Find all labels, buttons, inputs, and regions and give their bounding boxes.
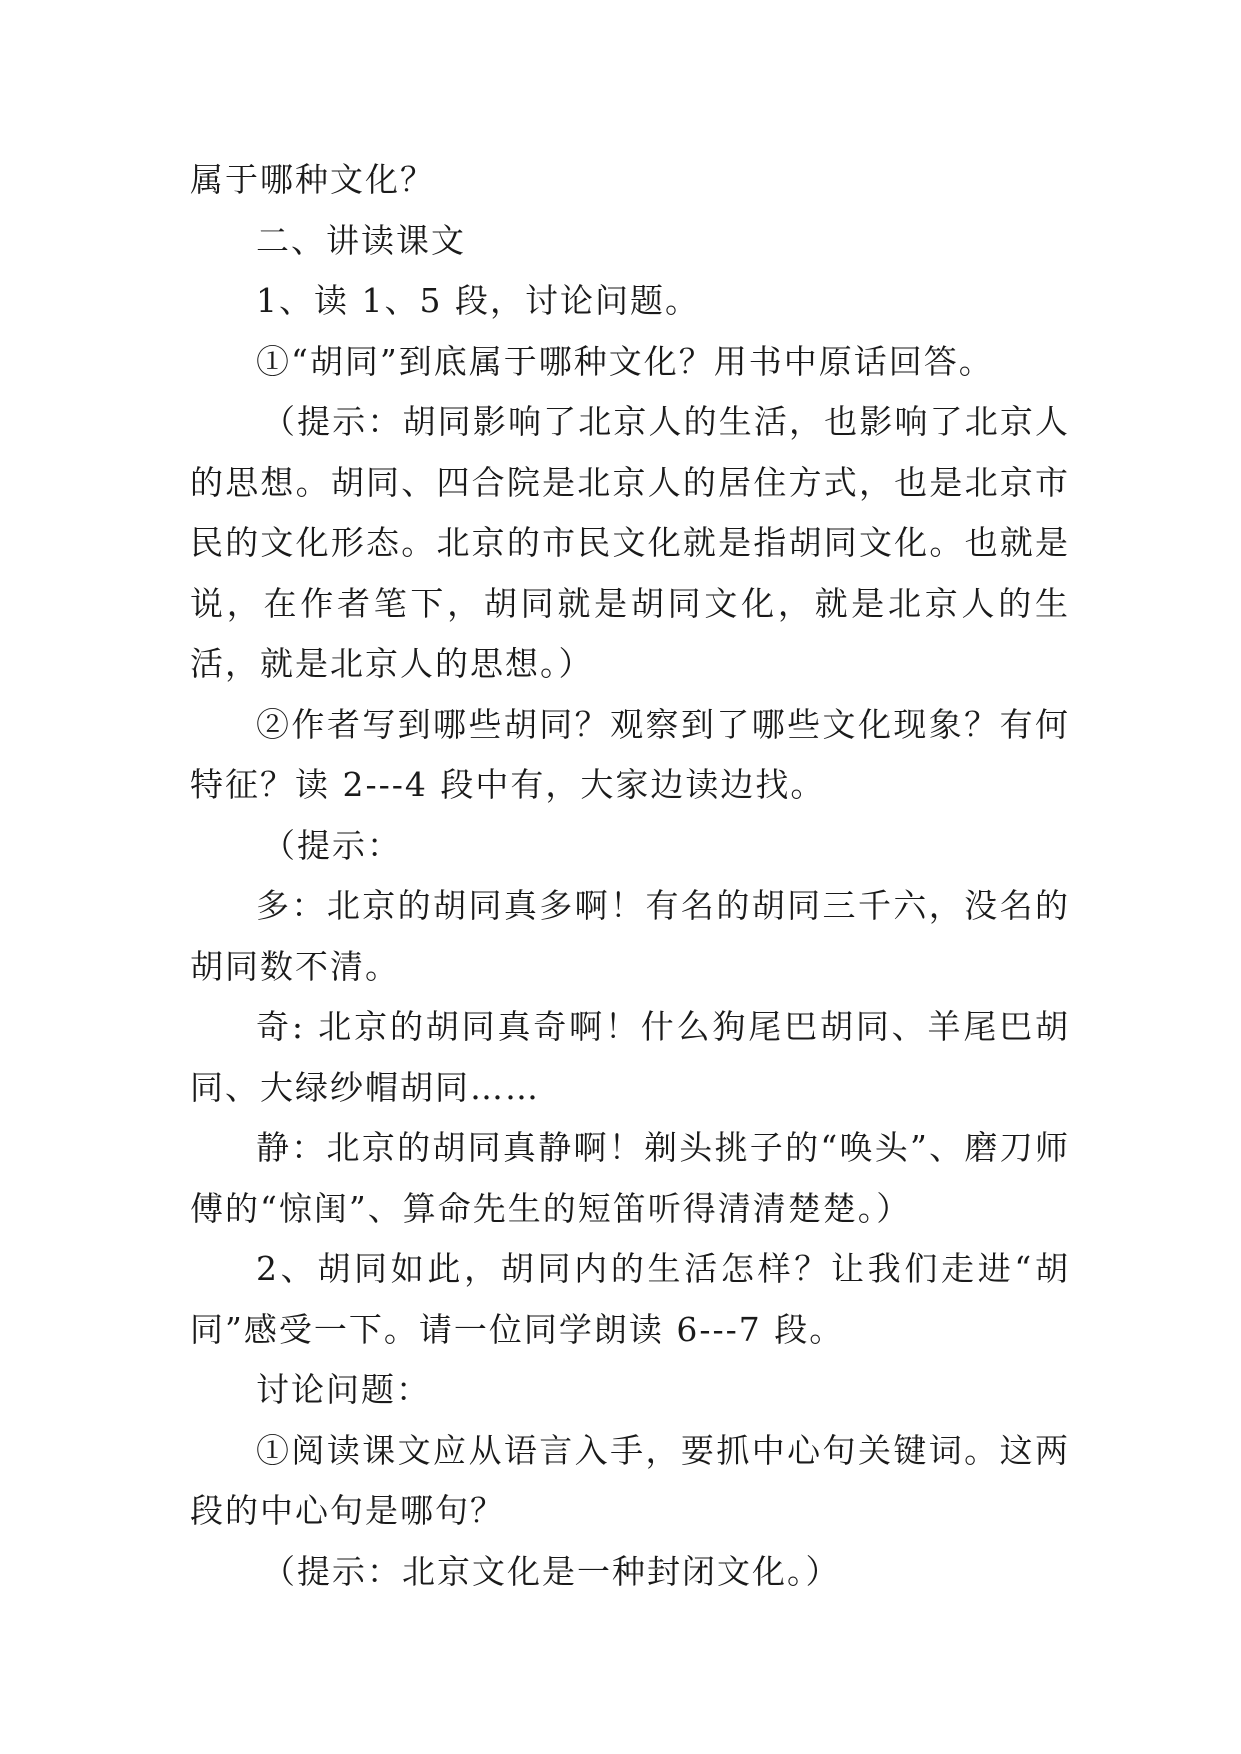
- hint-paragraph: （提示：胡同影响了北京人的生活，也影响了北京人的思想。胡同、四合院是北京人的居住方式，也是北京市民的文化形态。北京的市民文化就是指胡同文化。也就是说，在作者笔下，胡同就是胡同文化，就是北京人的生活，就是北京人的思想。）: [190, 402, 1070, 683]
- paragraph: 1、读 1、5 段，讨论问题。: [256, 281, 700, 320]
- paragraph: 多：北京的胡同真多啊！有名的胡同三千六，没名的胡同数不清。: [190, 886, 1070, 986]
- question: ②作者写到哪些胡同？观察到了哪些文化现象？有何特征？读 2---4 段中有，大家边读边找。: [190, 704, 1070, 804]
- question: ①“胡同”到底属于哪种文化？用书中原话回答。: [256, 341, 994, 381]
- document-body: [190, 150, 1070, 1602]
- paragraph: 2、胡同如此，胡同内的生活怎样？让我们走进“胡同”感受一下。请一位同学朗读 6---7 段。: [190, 1249, 1070, 1349]
- question: ①阅读课文应从语言入手，要抓中心句关键词。这两段的中心句是哪句？: [190, 1430, 1070, 1530]
- paragraph: 奇: 北京的胡同真奇啊！什么狗尾巴胡同、羊尾巴胡同、大绿纱帽胡同……: [190, 1007, 1070, 1107]
- hint-paragraph: （提示：北京文化是一种封闭文化。）: [262, 1551, 841, 1591]
- paragraph: 静：北京的胡同真静啊！剃头挑子的“唤头”、磨刀师傅的“惊闺”、算命先生的短笛听得清清楚楚。）: [190, 1128, 1070, 1228]
- paragraph: 讨论问题：: [256, 1370, 431, 1409]
- hint-paragraph: （提示：: [262, 825, 402, 865]
- section-heading: 二、讲读课文: [256, 220, 466, 260]
- paragraph: 属于哪种文化？: [190, 160, 435, 199]
